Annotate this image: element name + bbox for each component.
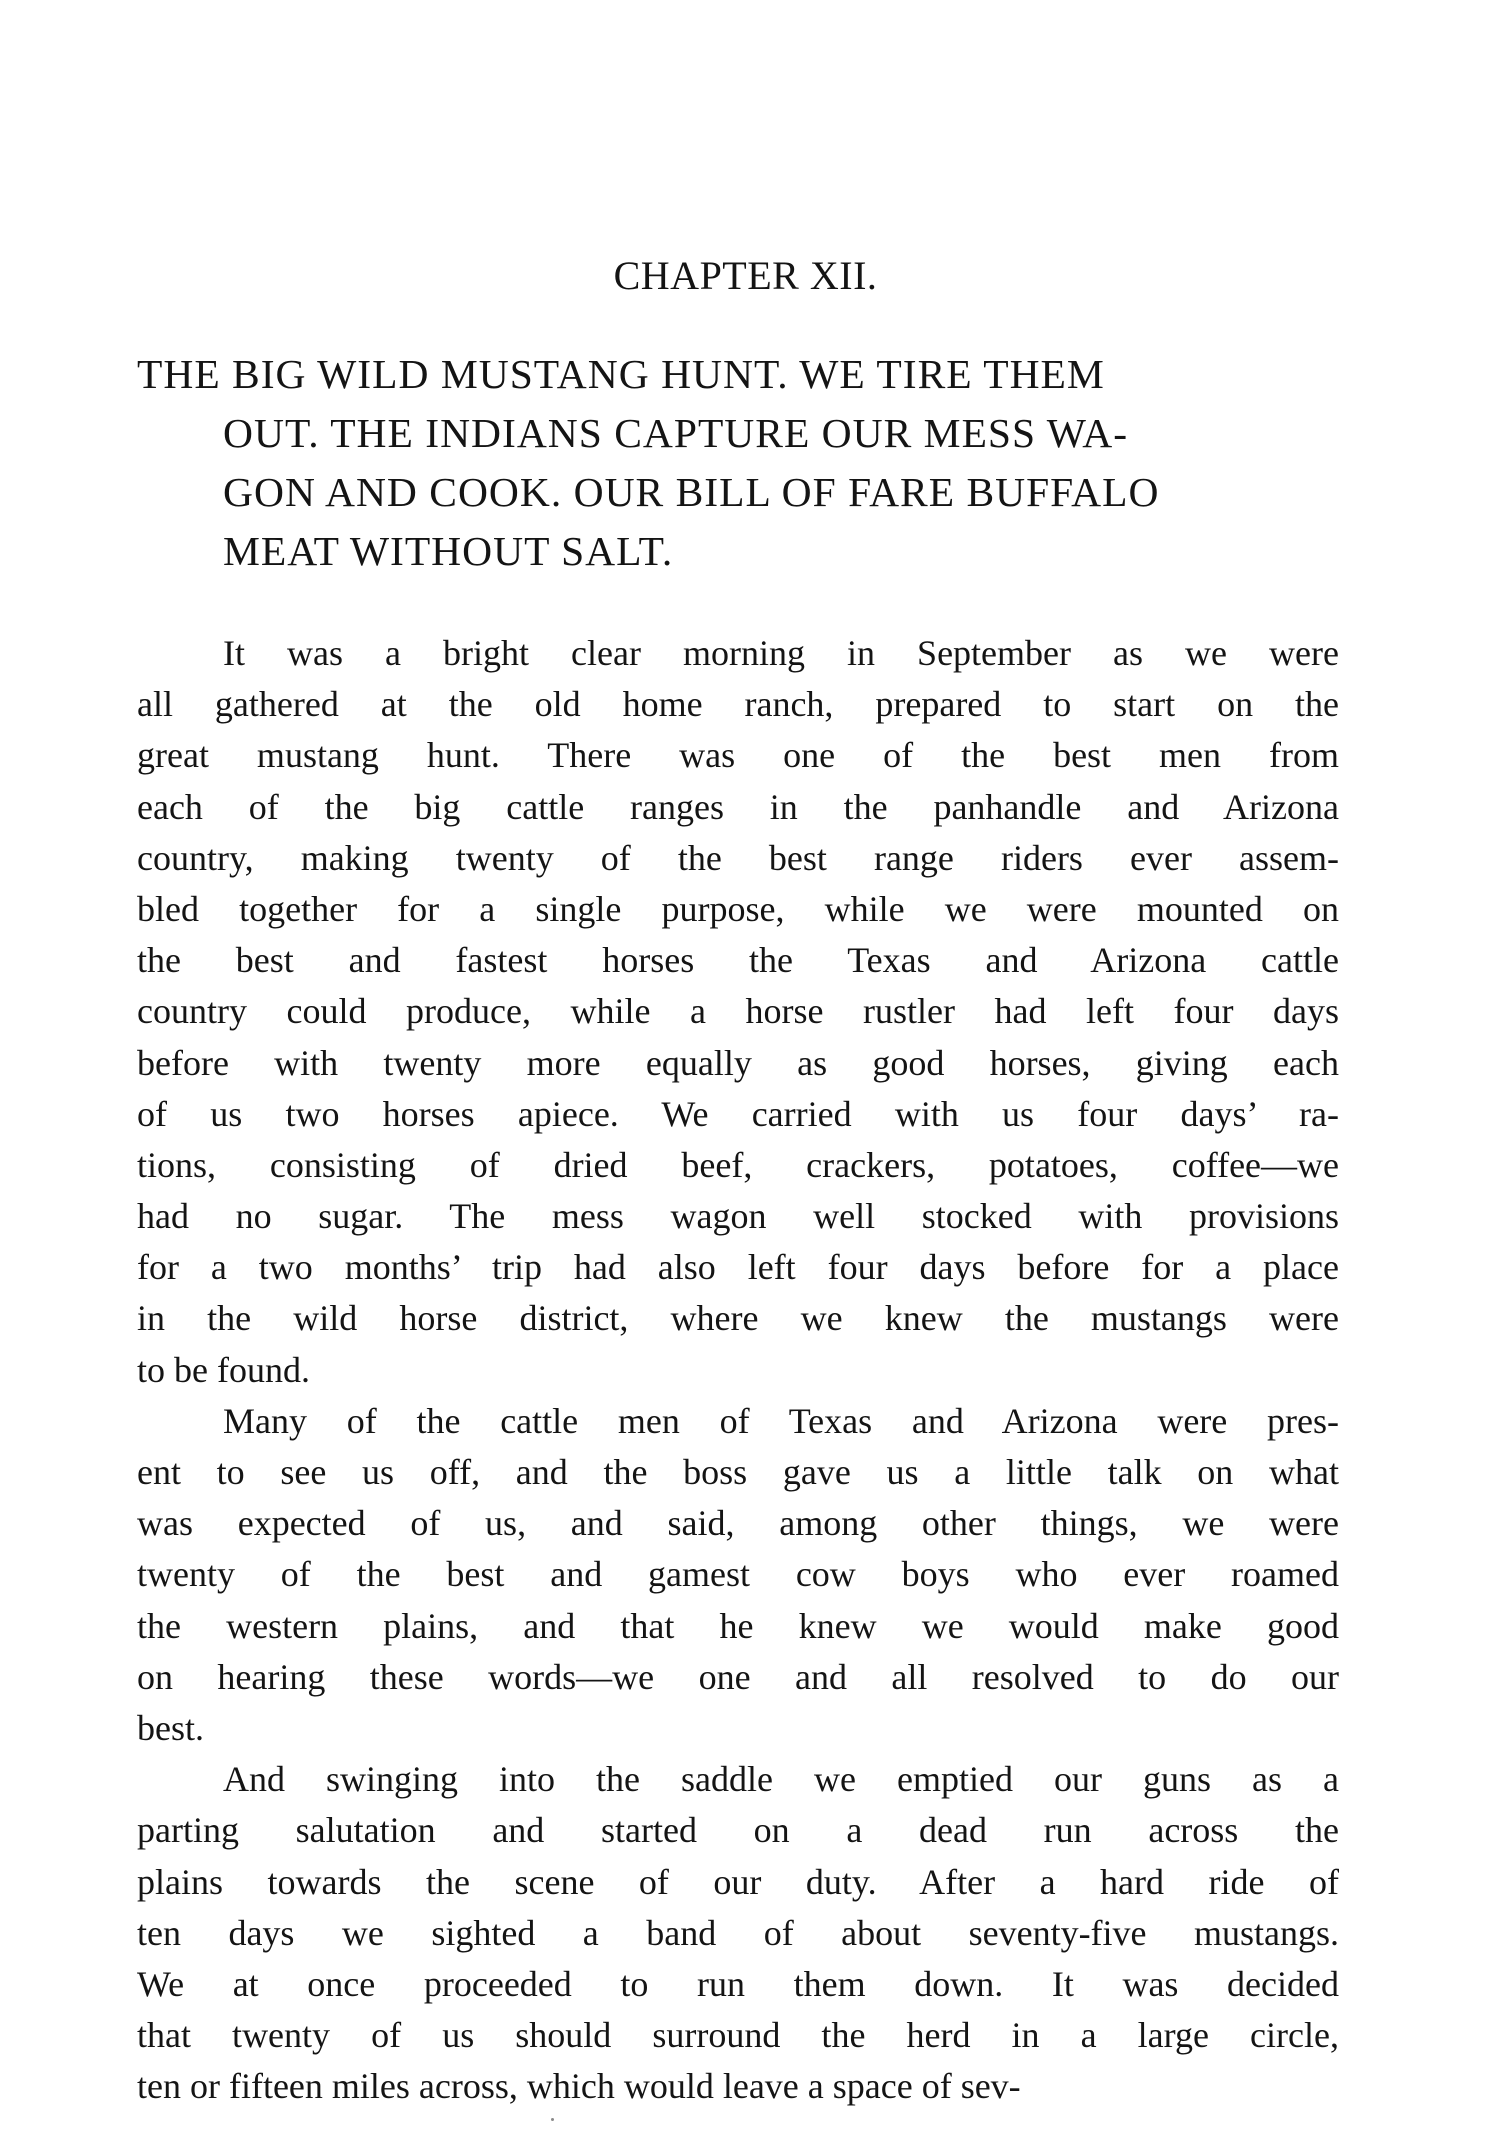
text-line: It was a bright clear morning in September as we were: [223, 633, 1339, 673]
text-line: ten days we sighted a band of about seventy-five mustangs.: [137, 1912, 1339, 1953]
text-line: each of the big cattle ranges in the panhandle and Arizona: [137, 786, 1339, 827]
text-line: had no sugar. The mess wagon well stocked with provisions: [137, 1196, 1339, 1237]
text-line: all gathered at the old home ranch, prepared to start on the: [137, 684, 1339, 725]
print-speck: [551, 2118, 554, 2121]
paragraph: [137, 1754, 1339, 2112]
paragraph: [137, 1396, 1339, 1754]
text-line: before with twenty more equally as good horses, giving each: [137, 1042, 1339, 1083]
text-line: parting salutation and started on a dead run across the: [137, 1810, 1339, 1851]
text-line: that twenty of us should surround the herd in a large circle,: [137, 2015, 1339, 2056]
text-line: bled together for a single purpose, while we were mounted on: [137, 888, 1339, 929]
text-line: to be found.: [137, 1349, 310, 1390]
chapter-summary: [137, 345, 1339, 581]
text-line: the western plains, and that he knew we would make good: [137, 1605, 1339, 1646]
paragraph: [137, 628, 1339, 1396]
text-line: was expected of us, and said, among other things, we were: [137, 1503, 1339, 1544]
text-line: country could produce, while a horse rustler had left four days: [137, 991, 1339, 1032]
text-line: in the wild horse district, where we knew the mustangs were: [137, 1298, 1339, 1339]
text-line: country, making twenty of the best range riders ever assem-: [137, 837, 1339, 878]
summary-line: MEAT WITHOUT SALT.: [223, 528, 674, 574]
text-line: for a two months’ trip had also left four days before for a place: [137, 1247, 1339, 1288]
text-line: on hearing these words—we one and all resolved to do our: [137, 1656, 1339, 1697]
text-line: Many of the cattle men of Texas and Arizona were pres-: [223, 1400, 1339, 1441]
text-line: tions, consisting of dried beef, crackers, potatoes, coffee—we: [137, 1144, 1339, 1185]
summary-line: THE BIG WILD MUSTANG HUNT. WE TIRE THEM: [137, 351, 1105, 397]
summary-line: OUT. THE INDIANS CAPTURE OUR MESS WA-: [223, 410, 1129, 456]
body-text: [137, 628, 1339, 2112]
text-line: We at once proceeded to run them down. It was decided: [137, 1963, 1339, 2004]
text-line: great mustang hunt. There was one of the best men from: [137, 735, 1339, 776]
text-line: And swinging into the saddle we emptied our guns as a: [223, 1759, 1339, 1800]
summary-line: GON AND COOK. OUR BILL OF FARE BUFFALO: [223, 469, 1160, 515]
text-line: of us two horses apiece. We carried with us four days’ ra-: [137, 1093, 1339, 1134]
text-line: ten or fifteen miles across, which would leave a space of sev-: [137, 2066, 1021, 2107]
text-line: the best and fastest horses the Texas and Arizona cattle: [137, 940, 1339, 981]
chapter-heading: CHAPTER XII.: [613, 253, 878, 298]
text-line: twenty of the best and gamest cow boys who ever roamed: [137, 1554, 1339, 1595]
text-line: best.: [137, 1707, 204, 1748]
text-line: plains towards the scene of our duty. After a hard ride of: [137, 1861, 1339, 1902]
text-line: ent to see us off, and the boss gave us a little talk on what: [137, 1452, 1339, 1492]
